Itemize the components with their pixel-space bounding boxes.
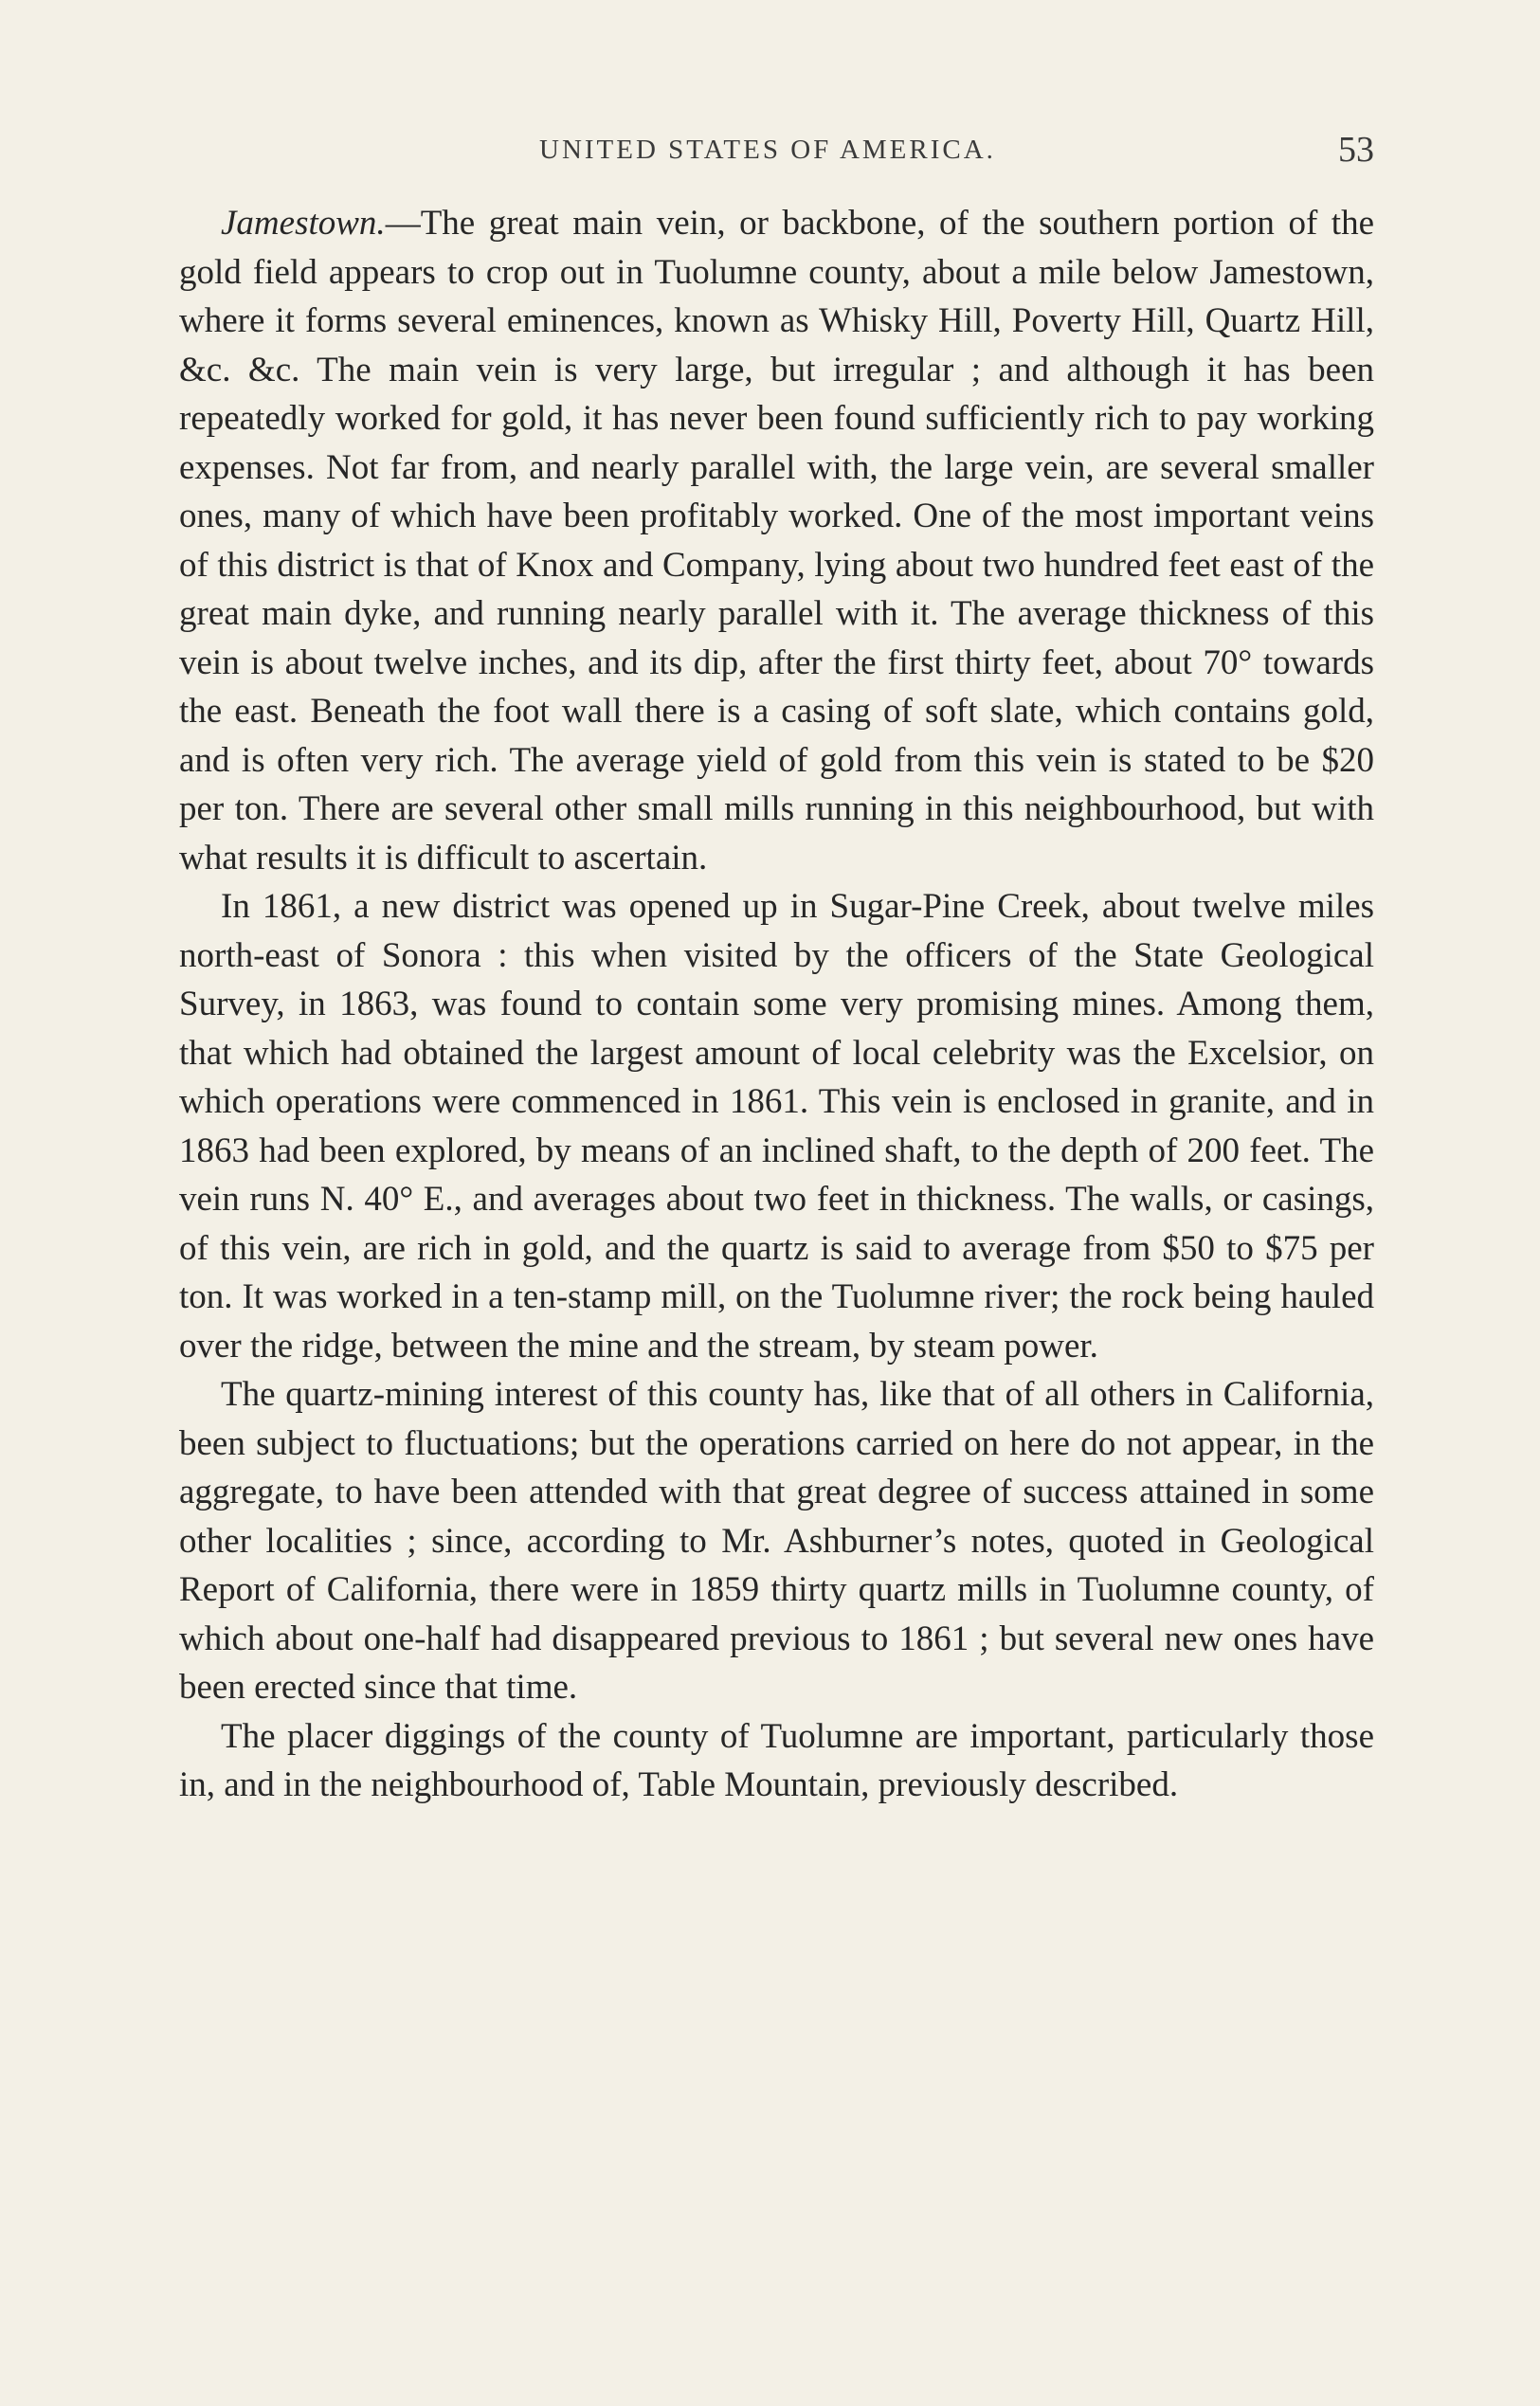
paragraph-jamestown xyxy=(179,199,1374,882)
running-head-title: UNITED STATES OF AMERICA. xyxy=(539,135,996,165)
paragraph-lead-in: Jamestown. xyxy=(221,204,386,243)
running-head xyxy=(179,129,1374,176)
paragraph-text: In 1861, a new district was opened up in Sugar-Pine Creek, about twelve miles north-east of Sonora : this when visited by the officers of the State Geological Survey, in 1863, was found to contain some very promising mines. Among them, that which had obtained the largest amount of local celebrity was the Excelsior, on which operations were commenced in 1861. This vein is enclosed in granite, and in 1863 had been explored, by means of an inclined shaft, to the depth of 200 feet. The vein runs N. 40° E., and averages about two feet in thickness. The walls, or casings, of this vein, are rich in gold, and the quartz is said to average from $50 to $75 per ton. It was worked in a ten-stamp mill, on the Tuolumne river; the rock being hauled over the ridge, between the mine and the stream, by steam power. xyxy=(179,887,1374,1366)
paragraph-text: The placer diggings of the county of Tuolumne are important, particularly those in, and in the neighbourhood of, Table Mountain, previously described. xyxy=(179,1716,1374,1804)
page-number: 53 xyxy=(1338,130,1374,170)
paragraph-quartz-mining xyxy=(179,1370,1374,1712)
paragraph-placer-diggings xyxy=(179,1712,1374,1810)
body-text xyxy=(179,199,1374,1810)
paragraph-sugar-pine-creek xyxy=(179,882,1374,1370)
paragraph-text: The quartz-mining interest of this county has, like that of all others in California, been subject to fluctuations; but the operations carried on here do not appear, in the aggregate, to have been attended with that great degree of success attained in some other localities ; since, according to Mr. Ashburner’s notes, quoted in Geological Report of California, there were in 1859 thirty quartz mills in Tuolumne county, of which about one-half had disappeared previous to 1861 ; but several new ones have been erected since that time. xyxy=(179,1375,1374,1707)
paragraph-text: —The great main vein, or backbone, of the southern portion of the gold field appears to crop out in Tuolumne county, about a mile below Jamestown, where it forms several eminences, known as Whisky Hill, Poverty Hill, Quartz Hill, &c. &c. The main vein is very large, but irregular ; and although it has been repeatedly worked for gold, it has never been found sufficiently rich to pay working expenses. Not far from, and nearly parallel with, the large vein, are several smaller ones, many of which have been profitably worked. One of the most important veins of this district is that of Knox and Company, lying about two hundred feet east of the great main dyke, and running nearly parallel with it. The average thickness of this vein is about twelve inches, and its dip, after the first thirty feet, about 70° towards the east. Beneath the foot wall there is a casing of soft slate, which contains gold, and is often very rich. The average yield of gold from this vein is stated to be $20 per ton. There are several other small mills running in this neighbourhood, but with what results it is difficult to ascertain. xyxy=(179,204,1374,877)
